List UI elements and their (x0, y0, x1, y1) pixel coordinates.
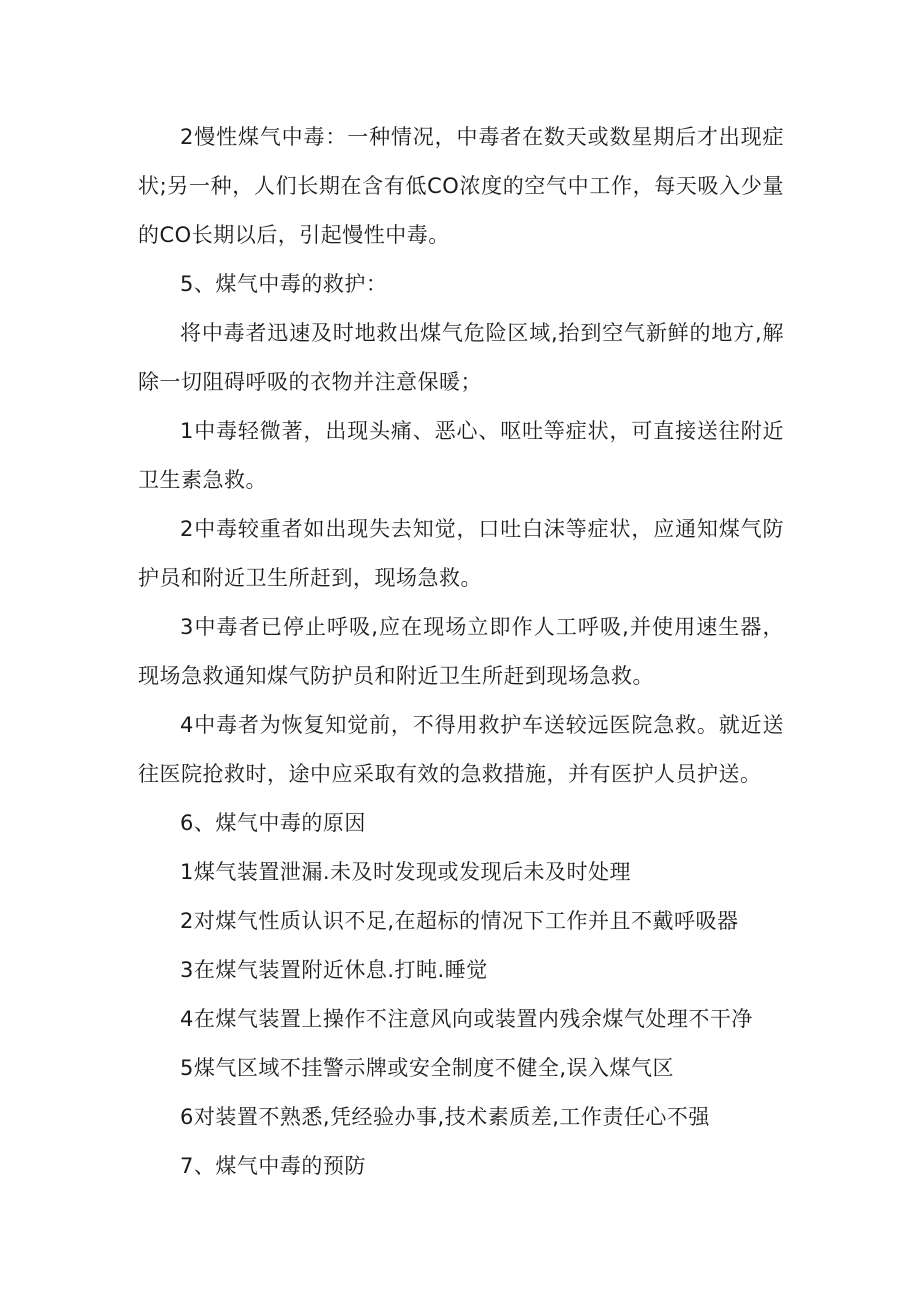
list-item-cause-2: 2对煤气性质认识不足,在超标的情况下工作并且不戴呼吸器 (180, 909, 739, 933)
document-body (138, 113, 784, 1191)
paragraph-rescue-4: 4中毒者为恢复知觉前，不得用救护车送较远医院急救。就近送往医院抢救时，途中应采取有效的急救措施，并有医护人员护送。 (138, 713, 784, 786)
list-item-cause-3: 3在煤气装置附近休息.打盹.睡觉 (180, 958, 488, 982)
paragraph-rescue-1: 1中毒轻微著，出现头痛、恶心、呕吐等症状，可直接送往附近卫生素急救。 (138, 419, 784, 492)
heading-prevention: 7、煤气中毒的预防 (180, 1154, 366, 1178)
list-item-cause-5: 5煤气区域不挂警示牌或安全制度不健全,误入煤气区 (180, 1056, 675, 1080)
list-item-cause-4: 4在煤气装置上操作不注意风向或装置内残余煤气处理不干净 (180, 1007, 753, 1031)
paragraph-rescue-3: 3中毒者已停止呼吸,应在现场立即作人工呼吸,并使用速生器，现场急救通知煤气防护员和附近卫生所赶到现场急救。 (138, 615, 784, 688)
heading-rescue: 5、煤气中毒的救护： (180, 272, 388, 296)
paragraph-rescue-intro: 将中毒者迅速及时地救出煤气危险区域,抬到空气新鲜的地方,解除一切阻碍呼吸的衣物并注意保暖； (138, 321, 784, 394)
list-item-cause-1: 1煤气装置泄漏.未及时发现或发现后未及时处理 (180, 860, 632, 884)
list-item-cause-6: 6对装置不熟悉,凭经验办事,技术素质差,工作责任心不强 (180, 1105, 710, 1129)
paragraph-rescue-2: 2中毒较重者如出现失去知觉，口吐白沫等症状，应通知煤气防护员和附近卫生所赶到，现场急救。 (138, 517, 784, 590)
paragraph-chronic-poisoning: 2慢性煤气中毒：一种情况，中毒者在数天或数星期后才出现症状;另一种，人们长期在含有低CO浓度的空气中工作，每天吸入少量的CO长期以后，引起慢性中毒。 (138, 125, 784, 247)
heading-causes: 6、煤气中毒的原因 (180, 811, 366, 835)
